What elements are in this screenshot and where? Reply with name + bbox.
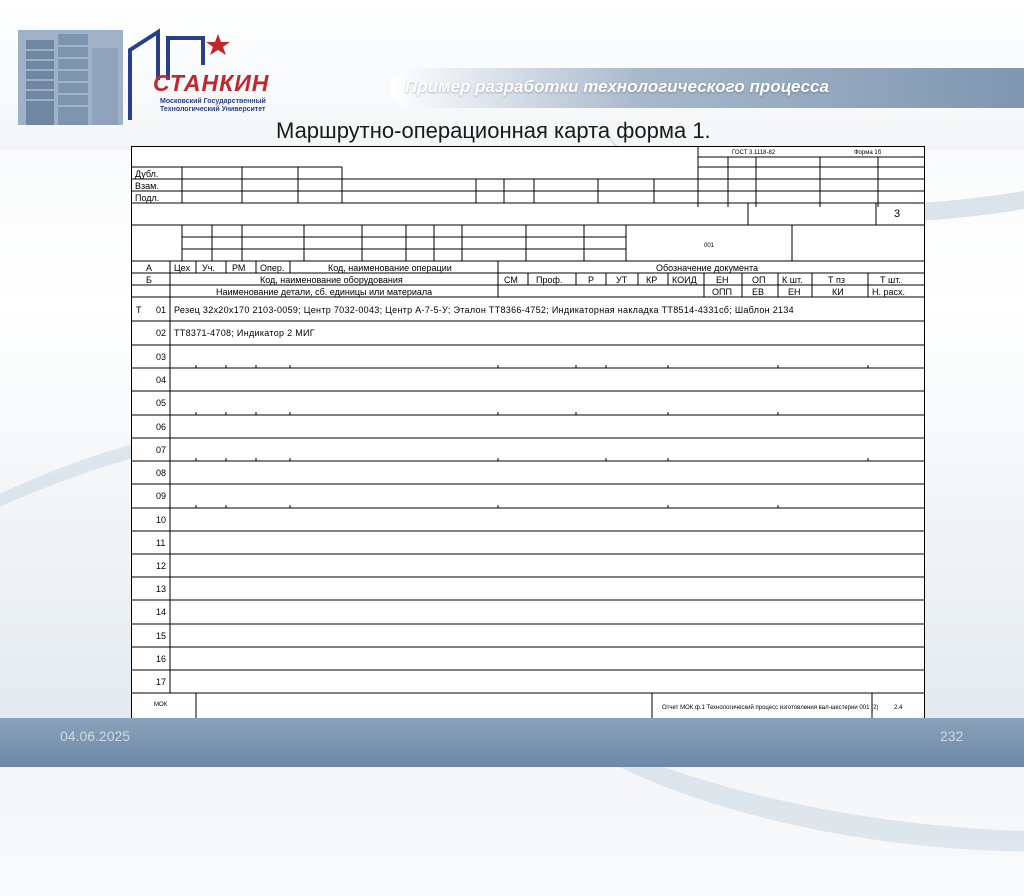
col-ut: УТ xyxy=(616,275,628,285)
row-number: 05 xyxy=(156,398,167,408)
row-number: 11 xyxy=(156,538,166,548)
col-uch: Уч. xyxy=(202,263,215,273)
col-koid: КОИД xyxy=(672,275,697,285)
sheet-count: 3 xyxy=(894,208,901,220)
form-grid xyxy=(132,147,924,719)
row-text: ТТ8371-4708; Индикатор 2 МИГ xyxy=(174,328,315,338)
col-opp: ОПП xyxy=(712,287,732,297)
row-number: 09 xyxy=(156,491,167,501)
footer-note: Отчет МОК ф.1 Технологический процесс изготовления вал-шестерни 001 (2) xyxy=(662,705,879,711)
col-kst: К шт. xyxy=(782,275,803,285)
row-number: 10 xyxy=(156,515,167,525)
col-equipment: Код, наименование оборудования xyxy=(260,275,403,285)
form-label: Форма 1б xyxy=(854,150,882,156)
route-operation-card xyxy=(131,146,925,720)
row-text: Резец 32х20х170 2103-0059; Центр 7032-0043; Центр А-7-5-У; Эталон ТТ8366-4752; Индикаторная накладка ТТ8514-4331сб; Шаблон 2134 xyxy=(174,305,794,315)
col-ki: КИ xyxy=(832,287,844,297)
row-number: 02 xyxy=(156,328,167,338)
row-a-marker: А xyxy=(146,263,153,273)
row-number: 01 xyxy=(156,305,167,315)
logo-wordmark: СТАНКИН xyxy=(153,70,270,96)
col-prof: Проф. xyxy=(536,275,563,285)
slide-subtitle: Маршрутно-операционная карта форма 1. xyxy=(276,118,711,143)
col-oper: Опер. xyxy=(260,263,285,273)
col-operation: Код, наименование операции xyxy=(328,263,452,273)
doc-code: 001 xyxy=(704,243,715,249)
row-number: 08 xyxy=(156,468,167,478)
row-marker: Т xyxy=(136,305,142,315)
col-ev: ЕВ xyxy=(752,287,765,297)
row-number: 03 xyxy=(156,352,167,362)
footer-date: 04.06.2025 xyxy=(60,728,131,744)
podl-label: Подл. xyxy=(135,193,160,203)
dubl-label: Дубл. xyxy=(135,169,159,179)
col-op: ОП xyxy=(752,275,766,285)
col-tpz: Т пз xyxy=(828,275,845,285)
col-en: ЕН xyxy=(716,275,729,285)
footer-bar xyxy=(0,718,1024,767)
col-ceh: Цех xyxy=(174,263,190,273)
col-rm: РМ xyxy=(232,263,246,273)
col-en2: ЕН xyxy=(788,287,801,297)
vzam-label: Взам. xyxy=(135,181,159,191)
row-b-marker: Б xyxy=(146,275,152,285)
col-nrash: Н. расх. xyxy=(872,287,906,297)
row-number: 04 xyxy=(156,375,167,385)
gost-label: ГОСТ 3.1118-82 xyxy=(732,150,776,156)
page-number: 232 xyxy=(940,728,964,744)
col-document: Обозначение документа xyxy=(656,263,759,273)
row-number: 12 xyxy=(156,561,167,571)
row-number: 17 xyxy=(156,677,167,687)
col-r: Р xyxy=(588,275,595,285)
row-number: 06 xyxy=(156,422,167,432)
col-kr: КР xyxy=(646,275,658,285)
mok-label: МОК xyxy=(154,702,168,708)
row-number: 13 xyxy=(156,584,167,594)
col-sm: СМ xyxy=(504,275,518,285)
row-number: 07 xyxy=(156,445,167,455)
logo-subtitle: Московский Государственный Технологический Университет xyxy=(160,98,266,113)
row-number: 16 xyxy=(156,654,167,664)
slide-title: Пример разработки технологического процесса xyxy=(405,77,829,96)
row-number: 15 xyxy=(156,631,167,641)
row-number: 14 xyxy=(156,607,167,617)
col-tsht: Т шт. xyxy=(880,275,901,285)
footer-code: 2.4 xyxy=(894,705,903,711)
col-detail: Наименование детали, сб. единицы или материала xyxy=(216,287,433,297)
